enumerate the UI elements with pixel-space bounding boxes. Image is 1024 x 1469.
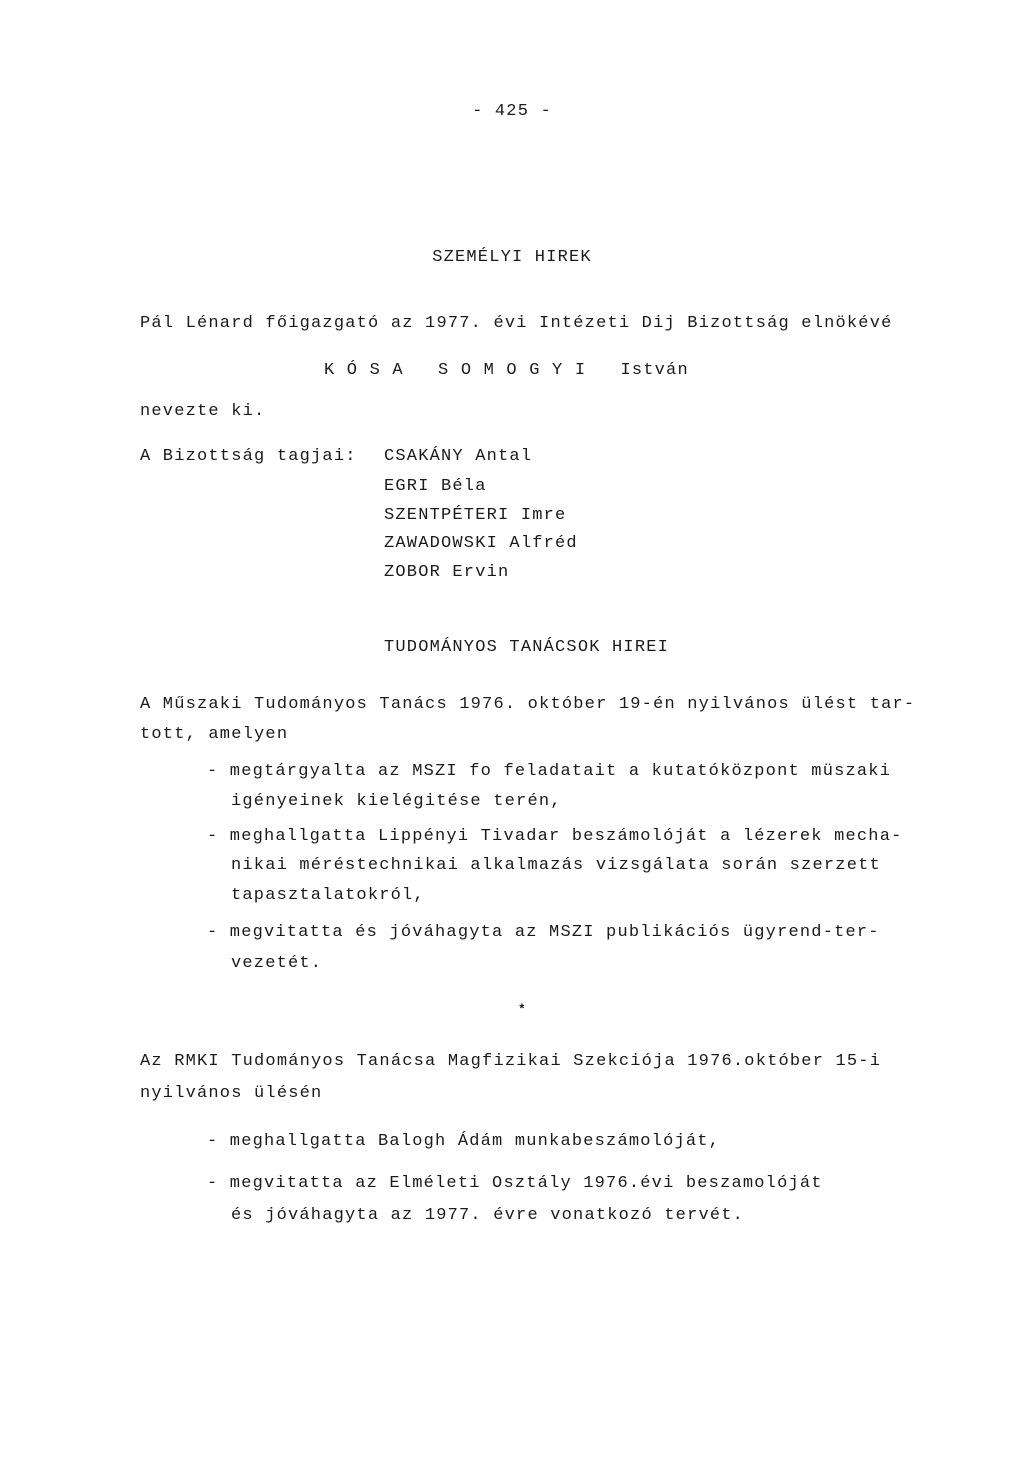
rmki-paragraph-line-1: Az RMKI Tudományos Tanácsa Magfizikai Szekciója 1976.október 15-i [140,1052,882,1071]
honoree-name: K Ó S A S O M O G Y I István [324,361,689,380]
council-item-3-line-2: vezetét. [231,954,323,973]
council-item-2-line-3: tapasztalatokról, [231,886,425,905]
committee-member: EGRI Béla [384,477,487,496]
scientific-councils-heading: TUDOMÁNYOS TANÁCSOK HIREI [384,638,670,657]
council-item-2-line-2: nikai méréstechnikai alkalmazás vizsgálata során szerzett [231,856,881,875]
appointment-line-2: nevezte ki. [140,402,266,421]
council-item-2-line-1: - meghallgatta Lippényi Tivadar beszámolóját a lézerek mecha- [207,827,903,846]
committee-member: ZOBOR Ervin [384,563,510,582]
committee-members-label: A Bizottság tagjai: [140,447,357,466]
council-item-1-line-1: - megtárgyalta az MSZI fo feladatait a kutatóközpont müszaki [207,762,892,781]
council-item-3-line-1: - megvitatta és jóváhagyta az MSZI publikációs ügyrend-ter- [207,923,880,942]
rmki-item-2-line-1: - megvitatta az Elméleti Osztály 1976.évi beszamolóját [207,1174,823,1193]
committee-member: ZAWADOWSKI Alfréd [384,534,578,553]
appointment-line-1: Pál Lénard főigazgató az 1977. évi Intézeti Dij Bizottság elnökévé [140,314,893,333]
section-separator-asterisk: * [518,1002,528,1017]
rmki-paragraph-line-2: nyilvános ülésén [140,1084,323,1103]
rmki-item-1-line-1: - meghallgatta Balogh Ádám munkabeszámolóját, [207,1132,721,1151]
council-paragraph-line-2: tott, amelyen [140,725,289,744]
rmki-item-2-line-2: és jóváhagyta az 1977. évre vonatkozó tervét. [231,1206,745,1225]
committee-member: CSAKÁNY Antal [384,447,533,466]
page-number: - 425 - [472,102,552,121]
council-item-1-line-2: igényeinek kielégitése terén, [231,792,562,811]
personnel-news-heading: SZEMÉLYI HIREK [432,248,592,267]
council-paragraph-line-1: A Műszaki Tudományos Tanács 1976. október 19-én nyilvános ülést tar- [140,695,916,714]
committee-member: SZENTPÉTERI Imre [384,506,567,525]
